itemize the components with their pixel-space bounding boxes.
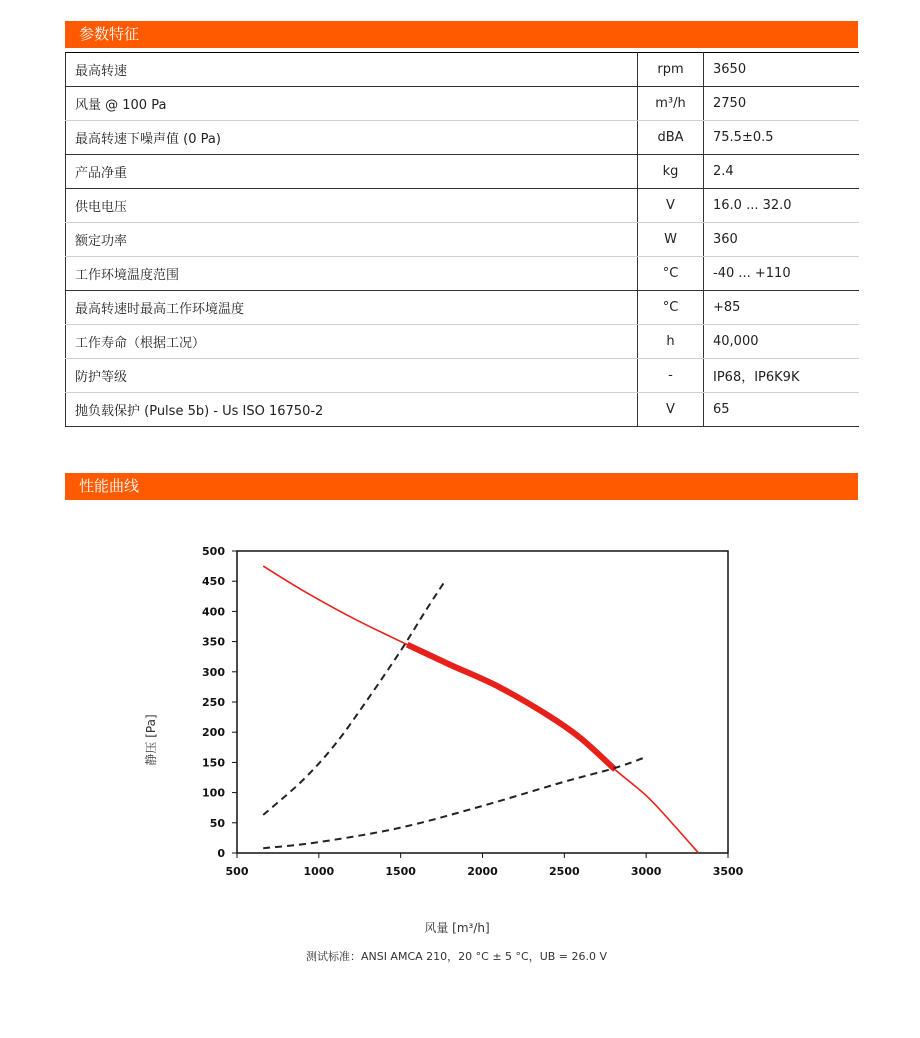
spec-row xyxy=(66,155,859,189)
y-axis-label: 静压 [Pa] xyxy=(144,714,158,766)
spec-name: 额定功率 xyxy=(66,223,638,257)
spec-name: 最高转速下噪声值 (0 Pa) xyxy=(66,121,638,155)
spec-name: 产品净重 xyxy=(66,155,638,189)
x-tick-label: 2500 xyxy=(549,865,580,878)
x-tick-label: 3000 xyxy=(630,865,662,878)
x-tick-label: 3500 xyxy=(712,865,744,878)
y-tick-label: 450 xyxy=(202,575,225,589)
spec-value: IP68，IP6K9K xyxy=(704,359,859,393)
spec-row xyxy=(66,325,859,359)
y-tick-label: 250 xyxy=(202,696,225,709)
y-tick-label: 500 xyxy=(202,545,225,558)
spec-unit: dBA xyxy=(638,121,704,155)
spec-value: -40 ... +110 xyxy=(704,257,859,291)
spec-value: 75.5±0.5 xyxy=(704,121,859,155)
spec-row xyxy=(66,53,859,87)
params-section-title: 参数特征 xyxy=(79,25,140,43)
y-tick-label: 400 xyxy=(202,605,225,619)
spec-row xyxy=(66,189,859,223)
x-tick-label: 1500 xyxy=(385,865,416,878)
spec-row xyxy=(66,257,859,291)
spec-value: 16.0 ... 32.0 xyxy=(704,189,859,223)
spec-row xyxy=(66,87,859,121)
spec-name: 工作寿命（根据工况） xyxy=(66,325,638,359)
y-tick-label: 350 xyxy=(202,635,225,649)
spec-name: 抛负载保护 (Pulse 5b) - Us ISO 16750-2 xyxy=(66,393,638,427)
x-tick-label: 1000 xyxy=(303,865,335,878)
spec-unit: °C xyxy=(638,291,704,325)
test-standard-note: 测试标准：ANSI AMCA 210，20 °C ± 5 °C，UB = 26.0 V xyxy=(305,950,608,963)
x-tick-label: 2000 xyxy=(467,865,498,878)
spec-unit: V xyxy=(638,189,704,223)
spec-unit: kg xyxy=(638,155,704,189)
spec-name: 供电电压 xyxy=(66,189,638,223)
spec-row xyxy=(66,223,859,257)
x-tick-label: 500 xyxy=(225,865,249,878)
y-tick-label: 300 xyxy=(202,665,225,679)
params-section-header xyxy=(65,21,858,48)
spec-value: 360 xyxy=(704,223,859,257)
spec-value: 2750 xyxy=(704,87,859,121)
x-axis-label: 风量 [m³/h] xyxy=(424,921,490,935)
spec-unit: h xyxy=(638,325,704,359)
spec-unit: m³/h xyxy=(638,87,704,121)
spec-row xyxy=(66,121,859,155)
spec-unit: - xyxy=(638,359,704,393)
spec-row xyxy=(66,291,859,325)
spec-name: 最高转速时最高工作环境温度 xyxy=(66,291,638,325)
performance-chart xyxy=(0,520,920,940)
plot-frame xyxy=(237,551,728,853)
curve-section-title: 性能曲线 xyxy=(79,477,140,495)
spec-unit: V xyxy=(638,393,704,427)
y-tick-label: 0 xyxy=(217,847,225,860)
spec-table xyxy=(65,52,859,427)
spec-row xyxy=(66,359,859,393)
y-tick-label: 100 xyxy=(202,786,225,800)
curve-section-header xyxy=(65,473,858,500)
spec-value: 65 xyxy=(704,393,859,427)
spec-name: 防护等级 xyxy=(66,359,638,393)
spec-name: 工作环境温度范围 xyxy=(66,257,638,291)
spec-unit: °C xyxy=(638,257,704,291)
spec-value: 2.4 xyxy=(704,155,859,189)
y-tick-label: 150 xyxy=(202,756,225,770)
spec-value: 3650 xyxy=(704,53,859,87)
spec-unit: W xyxy=(638,223,704,257)
spec-row xyxy=(66,393,859,427)
spec-value: 40,000 xyxy=(704,325,859,359)
y-tick-label: 200 xyxy=(202,726,225,740)
spec-unit: rpm xyxy=(638,53,704,87)
spec-name: 风量 @ 100 Pa xyxy=(66,87,638,121)
spec-name: 最高转速 xyxy=(66,53,638,87)
y-tick-label: 50 xyxy=(209,816,225,830)
spec-value: +85 xyxy=(704,291,859,325)
